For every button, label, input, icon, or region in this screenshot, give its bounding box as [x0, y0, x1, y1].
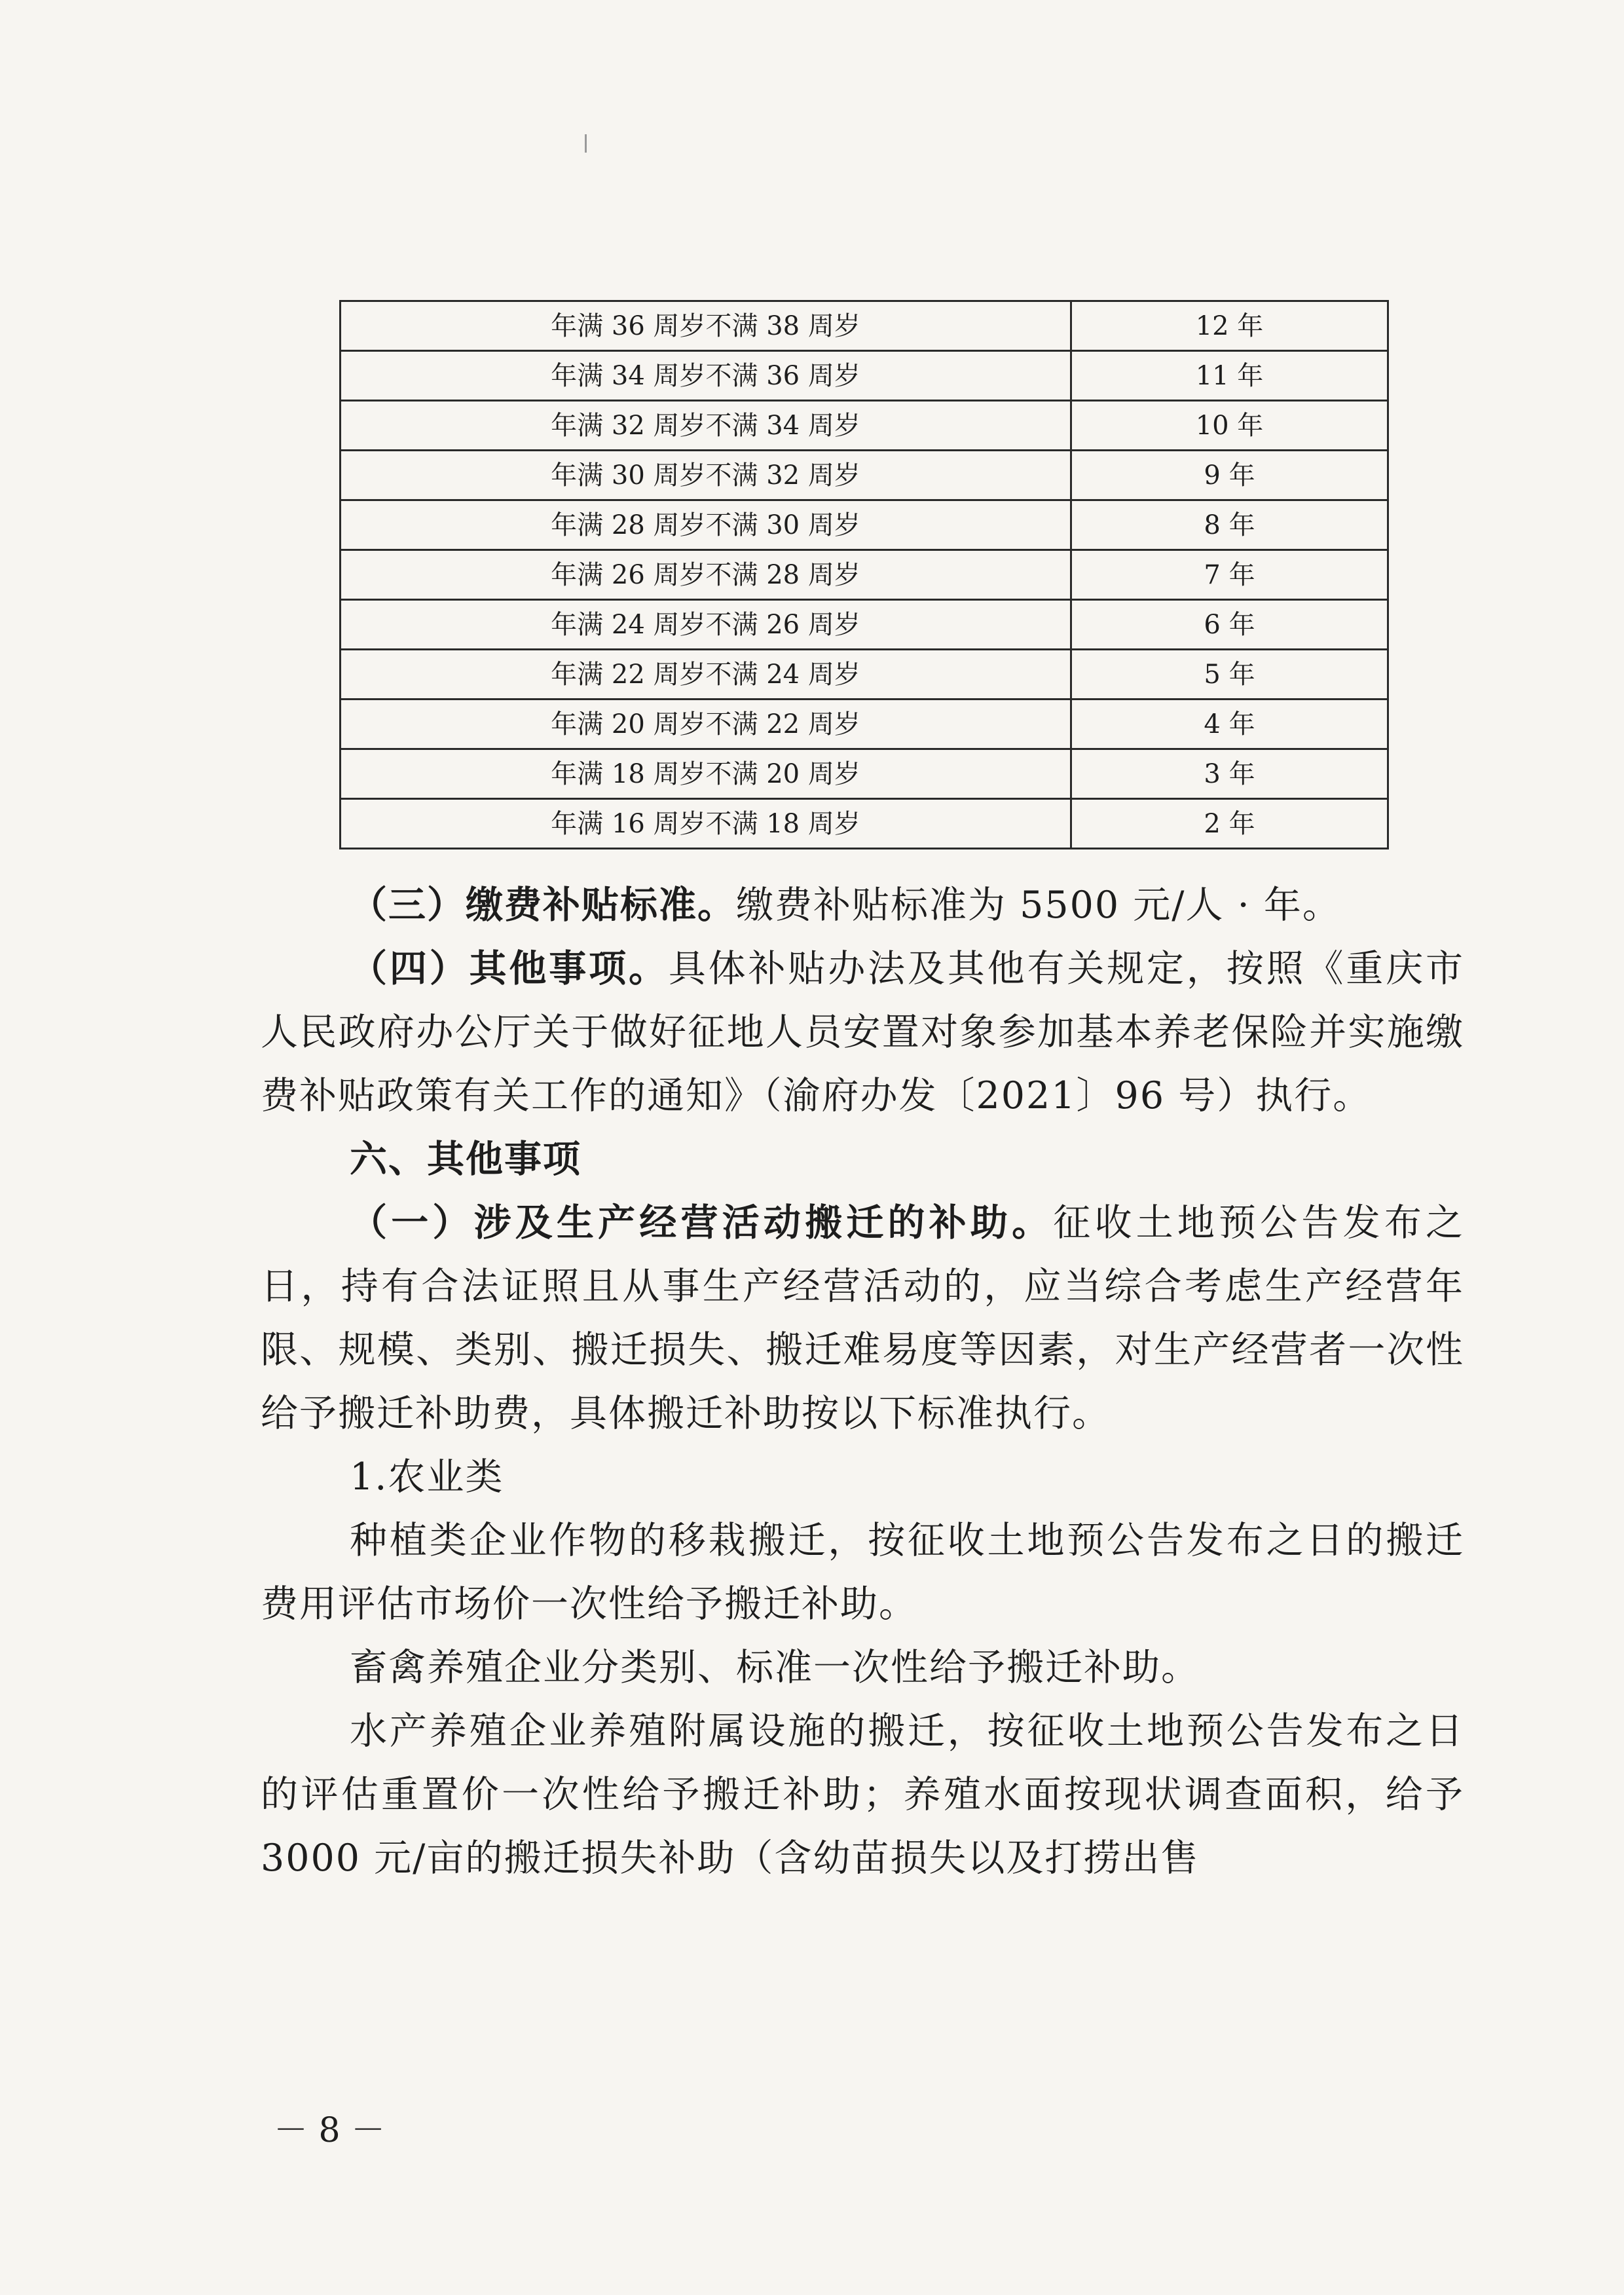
table-row	[341, 600, 1388, 650]
years-cell: 6 年	[1071, 600, 1388, 650]
age-range-cell: 年满 22 周岁不满 24 周岁	[341, 650, 1071, 700]
years-cell: 5 年	[1071, 650, 1388, 700]
paragraph-relocation-subsidy	[261, 1191, 1464, 1446]
table-row	[341, 650, 1388, 700]
age-range-cell: 年满 18 周岁不满 20 周岁	[341, 749, 1071, 799]
section-title: 六、其他事项	[350, 1138, 581, 1181]
paragraph-text: 具体补贴办法及其他有关规定，按照《重庆市人民政府办公厅关于做好征地人员安置对象参加基本养老保险并实施缴费补贴政策有关工作的通知》（渝府办发〔2021〕96 号）执行。	[261, 947, 1465, 1117]
paragraph-aquaculture: 水产养殖企业养殖附属设施的搬迁，按征收土地预公告发布之日的评估重置价一次性给予搬迁补助；养殖水面按现状调查面积，给予 3000 元/亩的搬迁损失补助（含幼苗损失以及打捞出售	[261, 1709, 1464, 1880]
age-range-cell: 年满 26 周岁不满 28 周岁	[341, 550, 1071, 600]
age-range-cell: 年满 30 周岁不满 32 周岁	[341, 451, 1071, 500]
paragraph-payment-subsidy	[261, 874, 1464, 937]
table-row	[341, 500, 1388, 550]
table-body	[341, 301, 1388, 849]
years-cell: 7 年	[1071, 550, 1388, 600]
years-cell: 10 年	[1071, 401, 1388, 451]
years-cell: 9 年	[1071, 451, 1388, 500]
table-row	[341, 401, 1388, 451]
years-cell: 12 年	[1071, 301, 1388, 351]
age-years-table	[339, 300, 1389, 849]
table-row	[341, 799, 1388, 849]
years-cell: 11 年	[1071, 351, 1388, 401]
item-title-agriculture: 1.农业类	[350, 1455, 504, 1499]
table-row	[341, 451, 1388, 500]
page-number: － 8 －	[274, 2111, 386, 2150]
subheading-other-matters: （四）其他事项。	[350, 947, 669, 990]
subheading-payment-subsidy: （三）缴费补贴标准。	[350, 884, 736, 927]
table-row	[341, 351, 1388, 401]
table-row	[341, 301, 1388, 351]
scan-mark	[585, 134, 587, 153]
years-cell: 4 年	[1071, 700, 1388, 749]
paragraph-text: 缴费补贴标准为 5500 元/人 · 年。	[736, 884, 1341, 927]
paragraph-other-matters	[261, 937, 1464, 1128]
table-row	[341, 550, 1388, 600]
years-cell: 2 年	[1071, 799, 1388, 849]
body-text	[261, 874, 1464, 1890]
years-cell: 3 年	[1071, 749, 1388, 799]
table-row	[341, 700, 1388, 749]
age-range-cell: 年满 16 周岁不满 18 周岁	[341, 799, 1071, 849]
paragraph-planting: 种植类企业作物的移栽搬迁，按征收土地预公告发布之日的搬迁费用评估市场价一次性给予搬迁补助。	[261, 1519, 1464, 1626]
age-range-cell: 年满 20 周岁不满 22 周岁	[341, 700, 1071, 749]
years-cell: 8 年	[1071, 500, 1388, 550]
table-row	[341, 749, 1388, 799]
age-range-cell: 年满 34 周岁不满 36 周岁	[341, 351, 1071, 401]
paragraph-livestock: 畜禽养殖企业分类别、标准一次性给予搬迁补助。	[350, 1646, 1200, 1689]
paragraph-text: 征收土地预公告发布之日，持有合法证照且从事生产经营活动的，应当综合考虑生产经营年限、规模、类别、搬迁损失、搬迁难易度等因素，对生产经营者一次性给予搬迁补助费，具体搬迁补助按以下标准执行。	[261, 1201, 1465, 1435]
age-range-cell: 年满 28 周岁不满 30 周岁	[341, 500, 1071, 550]
age-range-cell: 年满 36 周岁不满 38 周岁	[341, 301, 1071, 351]
subheading-relocation-subsidy: （一）涉及生产经营活动搬迁的补助。	[350, 1201, 1054, 1244]
age-range-cell: 年满 24 周岁不满 26 周岁	[341, 600, 1071, 650]
age-range-cell: 年满 32 周岁不满 34 周岁	[341, 401, 1071, 451]
